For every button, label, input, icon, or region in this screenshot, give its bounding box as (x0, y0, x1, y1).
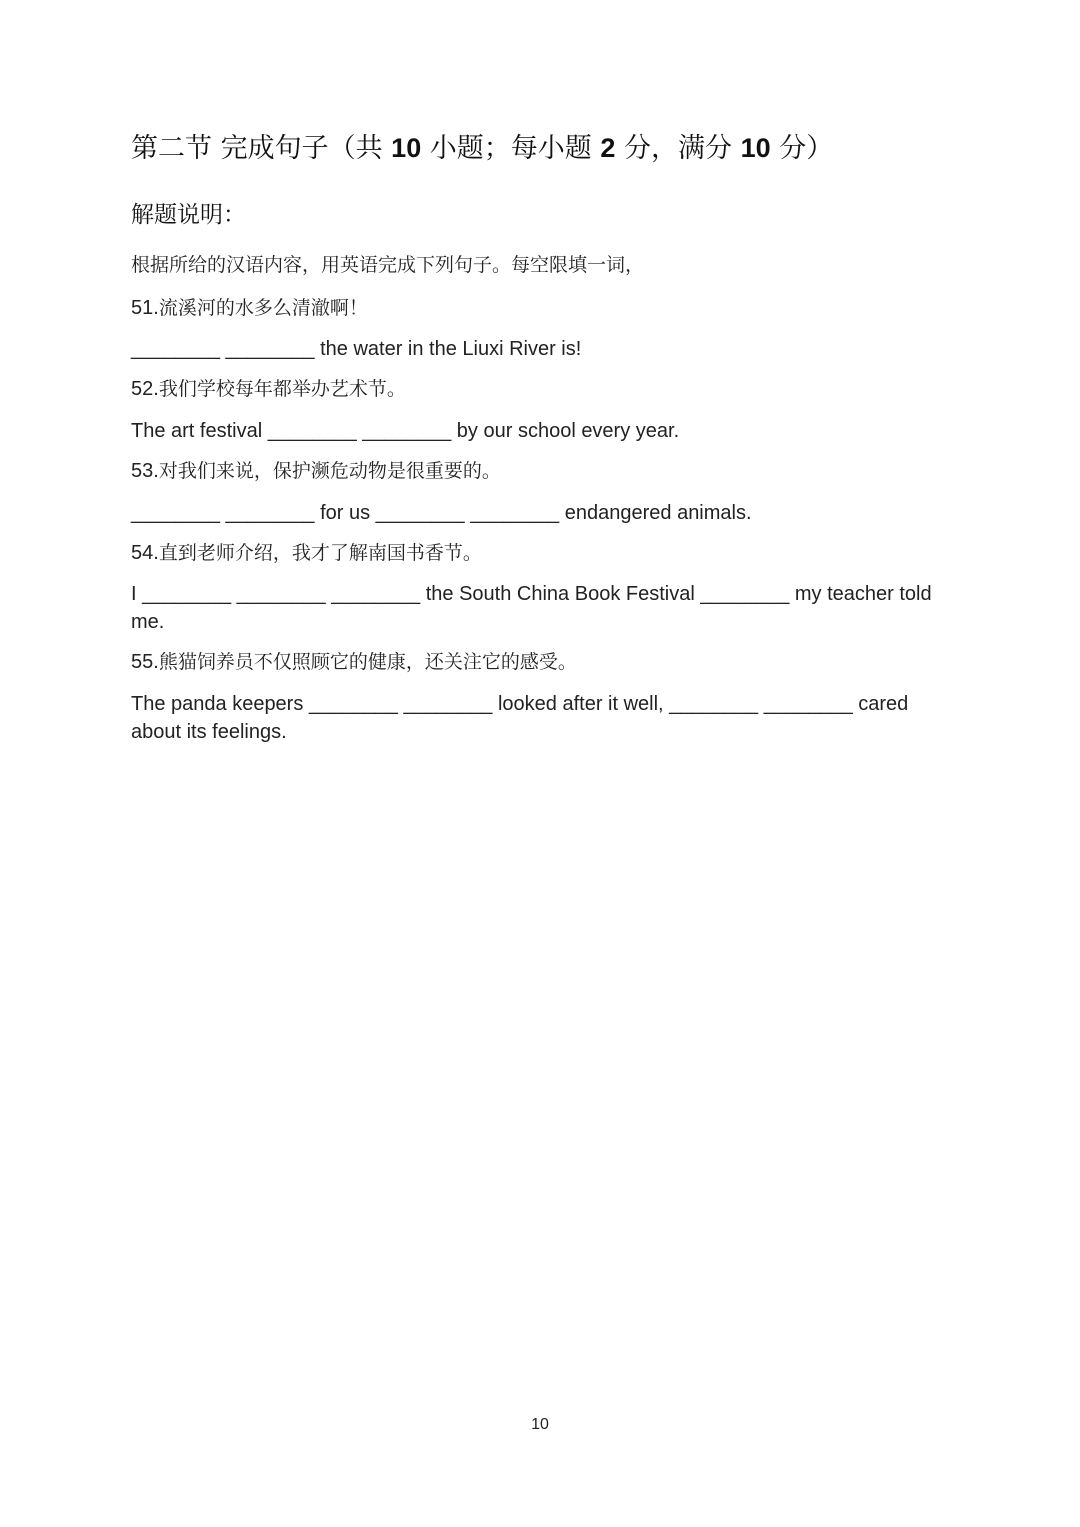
section-title-points-each: 2 (600, 133, 616, 163)
question-53-sentence: ________ ________ for us ________ ________ endangered animals. (131, 502, 752, 524)
question-54-number: 54. (131, 542, 159, 564)
question-52-number: 52. (131, 378, 159, 400)
section-title-text-4: 分） (770, 133, 834, 164)
question-54-prompt (131, 540, 482, 566)
question-53-chinese: 对我们来说，保护濒危动物是很重要的。 (158, 460, 501, 482)
question-53-prompt (131, 458, 501, 484)
page-number: 10 (531, 1416, 549, 1433)
question-51-sentence: ________ ________ the water in the Liuxi River is! (131, 338, 582, 360)
question-55-prompt (131, 649, 577, 675)
instructions-heading: 解题说明： (131, 202, 246, 228)
question-52-prompt (131, 376, 406, 402)
section-title-question-count: 10 (391, 133, 422, 163)
question-54-sentence: I ________ ________ ________ the South China Book Festival ________ my teacher told me. (131, 583, 932, 633)
question-52-chinese: 我们学校每年都举办艺术节。 (158, 378, 406, 400)
question-51-number: 51. (131, 297, 159, 319)
question-54-chinese: 直到老师介绍，我才了解南国书香节。 (158, 542, 482, 564)
section-title-total-points: 10 (740, 133, 771, 163)
question-51-prompt (131, 295, 368, 321)
question-55-chinese: 熊猫饲养员不仅照顾它的健康，还关注它的感受。 (158, 651, 577, 673)
question-51-chinese: 流溪河的水多么清澈啊！ (158, 297, 368, 319)
section-title-text-2: 小题；每小题 (421, 133, 601, 164)
question-55-number: 55. (131, 651, 159, 673)
instructions-text: 根据所给的汉语内容，用英语完成下列句子。每空限填一词， (131, 254, 645, 276)
section-title (131, 128, 833, 169)
question-52-sentence: The art festival ________ ________ by our school every year. (131, 420, 680, 442)
section-title-text-1: 第二节 完成句子（共 (131, 133, 392, 164)
question-55-sentence: The panda keepers ________ ________ looked after it well, ________ ________ cared about its feelings. (131, 693, 909, 743)
section-title-text-3: 分，满分 (615, 133, 741, 164)
question-53-number: 53. (131, 460, 159, 482)
